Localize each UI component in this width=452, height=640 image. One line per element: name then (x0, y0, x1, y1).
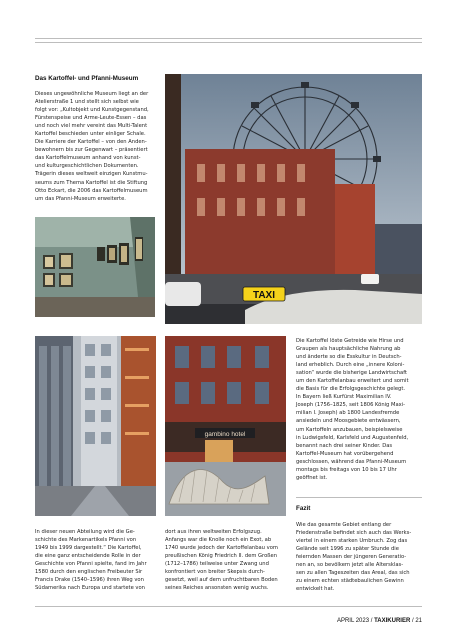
kartoffel-history-paragraph (296, 337, 409, 482)
text-line: Die Karriere der Kartoffel – von den Anden- (35, 139, 147, 146)
text-line: sen zu allen Tageszeiten das Areal, das sich (296, 570, 410, 577)
text-line: nen an, so bevölkern jetzt alle Altersklas- (296, 562, 404, 569)
text-line: um Kartoffeln anzubauen, beispielsweise (296, 426, 403, 433)
text-line: das Kartoffelmuseum anhand von kunst- (35, 155, 141, 162)
text-line: Anfangs war die Knolle noch ein Exot, ab (165, 537, 272, 544)
text-line: in Ludwigsfeld, Karlsfeld und Augustenfeld, (296, 434, 409, 441)
text-line: Kartoffel-Museum hat vorübergehend (296, 450, 394, 457)
text-line: Francis Drake (1540–1596) ihren Weg von (35, 577, 144, 584)
text-line: In dieser neuen Abteilung wird die Ge- (35, 529, 135, 535)
text-line: Dieses ungewöhnliche Museum liegt an der (35, 91, 149, 97)
museum-paragraph (35, 90, 149, 203)
text-line: Friedenstraße befindet sich auch das Werks- (296, 530, 412, 537)
text-line: viertel in einem starken Umbruch. Zog das (296, 538, 408, 545)
text-line: dort aus ihren weltweiten Erfolgszug. (165, 529, 262, 535)
gambino-hotel-photo (165, 336, 286, 516)
text-line: land erheblich. Durch eine „innere Koloni- (296, 362, 405, 369)
text-line: Otto Eckart, die 2006 das Kartoffelmuseum (35, 187, 148, 194)
text-line: Joseph (1756–1825, seit 1806 König Maxi- (296, 402, 406, 409)
friedrich-paragraph (165, 528, 278, 592)
text-line: die Basis für die Erfolgsgeschichte gelegt. (296, 386, 406, 393)
footer-magazine: TAXIKURIER (374, 618, 411, 624)
werksviertel-street-photo (165, 74, 422, 324)
text-line: (1712–1786) teilweise unter Zwang und (165, 561, 269, 568)
footer-page: / 21 (410, 618, 422, 624)
text-line: 1580 durch den englischen Freibeuter Sir (35, 569, 143, 576)
text-line: um den Kartoffelanbau erweitert und somit (296, 378, 409, 385)
footer-issue: APRIL 2023 / (336, 618, 375, 624)
text-line: Atelierstraße 1 und stellt sich selbst wie (35, 99, 139, 106)
text-line: sation“ wurde die bisherige Landwirtschaft (296, 370, 407, 377)
text-line: um das Pfanni-Museum erweiterte. (35, 195, 126, 202)
text-line: die eine ganz entscheidende Rolle in der (35, 553, 141, 560)
text-line: seines Reiches ansonsten wenig wuchs. (165, 585, 269, 592)
text-line: Kartoffel beschieden unter einliger Schale. (35, 131, 146, 138)
section-heading-museum: Das Kartoffel- und Pfanni-Museum (35, 75, 139, 82)
text-line: folgt vor: „Kultobjekt und Kunstgegenstand, (35, 107, 149, 114)
text-line: milian I. Joseph) ab 1800 Landesfremde (296, 410, 400, 417)
taxi-sign-label: TAXI (252, 290, 276, 301)
page-footer (337, 618, 422, 624)
text-line: Gelände seit 1996 zu später Stunde die (296, 546, 399, 553)
text-line: und änderte so die Esskultur in Deutsch- (296, 354, 402, 361)
text-line: entwickelt hat. (296, 586, 335, 593)
hotel-sign-label: gambino hotel (204, 431, 246, 438)
text-line: Geschichte von Pfanni spielte, fand im Jahr (35, 561, 147, 568)
text-line: benannt nach drei seiner Kinder. Das (296, 442, 393, 449)
pfanni-history-paragraph (35, 528, 147, 592)
text-line: und noch viel mehr vereint das Multi-Talent (35, 123, 148, 130)
text-line: Fürstenspeise und Arme-Leute-Essen – das (35, 115, 147, 122)
text-line: und kulturgeschichtlichen Dokumenten. (35, 163, 139, 170)
werksviertel-buildings-photo (35, 336, 156, 516)
text-line: Trägerin dieses weltweit einzigen Kunstmu- (35, 171, 148, 178)
top-rule (35, 38, 422, 39)
text-line: montags bis freitags von 10 bis 17 Uhr (296, 466, 397, 473)
text-line: ansiedeln und Moosgebiete entwässern, (296, 418, 401, 425)
fazit-paragraph (296, 521, 411, 593)
text-line: feiernden Massen der jüngeren Generatio- (296, 554, 407, 561)
text-line: bewohnern bis zur Gegenwart – präsentiert (35, 147, 148, 154)
text-line: geschlossen, während das Pfanni-Museum (296, 458, 407, 465)
text-line: gesetzt, weil auf dem unfruchtbaren Boden (165, 577, 278, 584)
top-rule-2 (35, 42, 422, 43)
text-line: seums zum Thema Kartoffel ist die Stiftung (35, 179, 148, 186)
text-line: In Bayern ließ Kurfürst Maximilian IV. (296, 394, 392, 401)
text-line: zu einem echten städtebaulichen Gewinn (296, 578, 404, 585)
text-line: Graupen als hauptsächliche Nahrung ab (296, 346, 401, 353)
text-line: Wie das gesamte Gebiet entlang der (296, 522, 392, 528)
museum-interior-photo (35, 217, 155, 317)
text-line: preußischen König Friedrich II. dem Großen (165, 553, 277, 560)
fazit-heading: Fazit (296, 505, 311, 512)
text-line: geöffnet ist. (296, 474, 328, 481)
text-line: Südamerika nach Europa und startete von (35, 585, 145, 592)
fazit-rule (296, 497, 422, 498)
text-line: schichte des Markenartikels Pfanni von (35, 537, 137, 544)
text-line: 1949 bis 1999 dargestellt.“ Die Kartoffel, (35, 545, 142, 552)
text-line: konfrontiert von breiter Skepsis durch- (165, 569, 265, 576)
footer-rule (35, 606, 422, 607)
text-line: Die Kartoffel löste Getreide wie Hirse und (296, 338, 404, 344)
text-line: 1740 wurde jedoch der Kartoffelanbau vom (165, 545, 278, 552)
